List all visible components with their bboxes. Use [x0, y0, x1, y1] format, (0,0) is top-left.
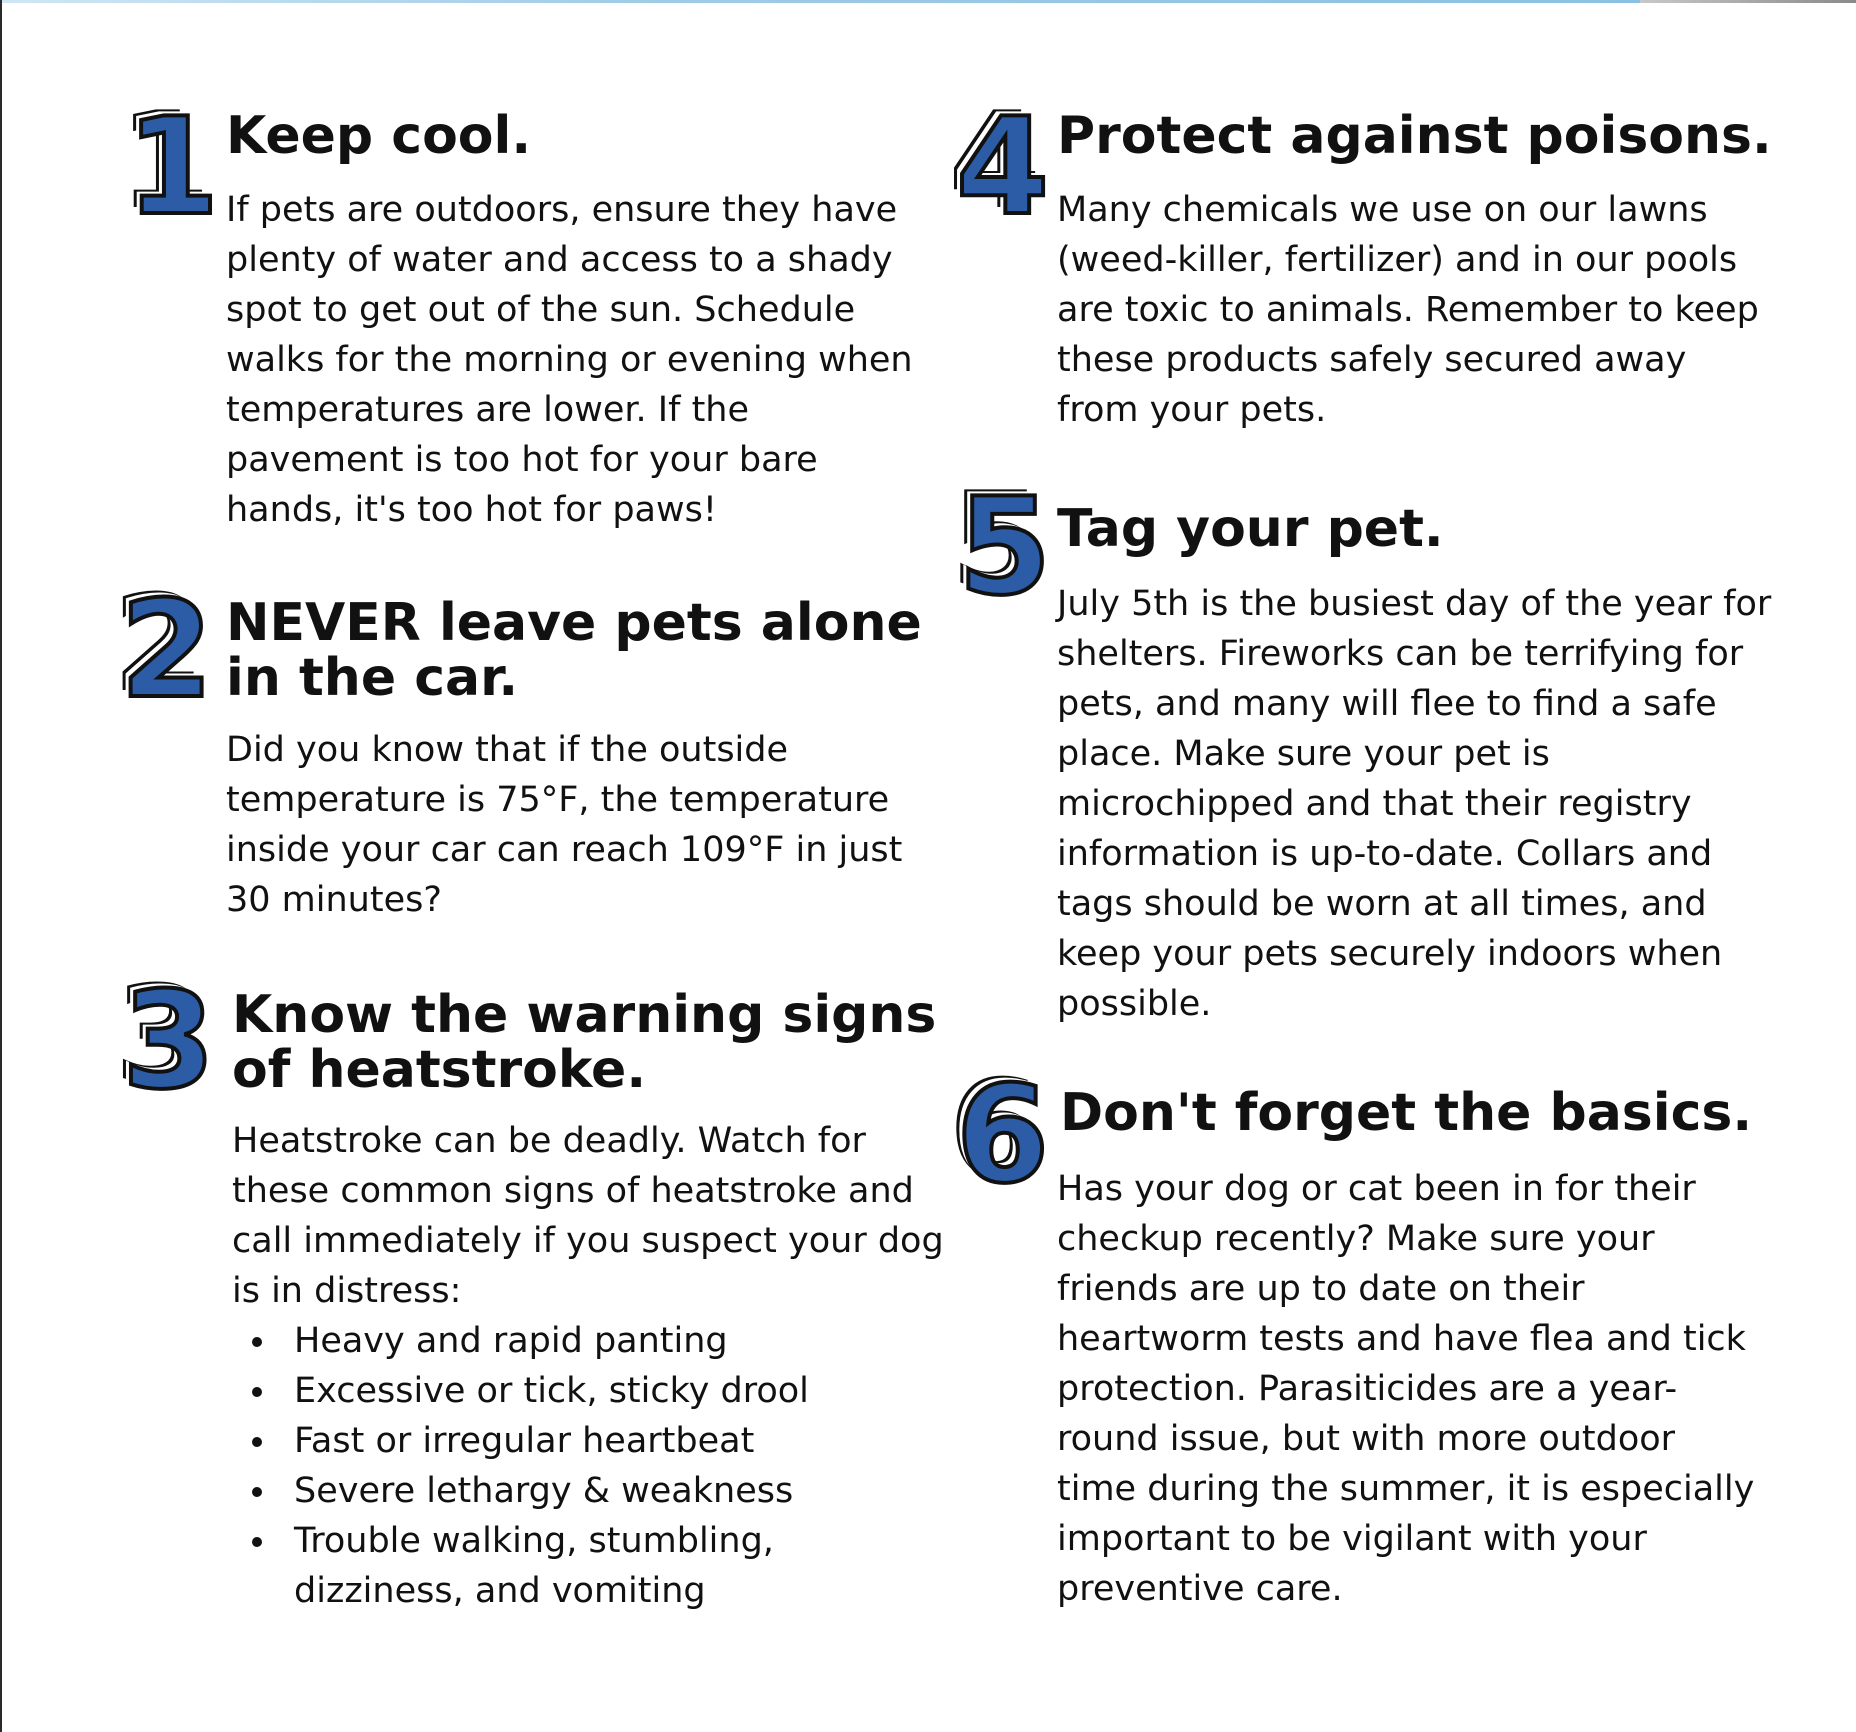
body-line: Heatstroke can be deadly. Watch for: [232, 1121, 866, 1161]
tip-body: [1057, 185, 1759, 435]
tip-title-line: Know the warning signs: [232, 985, 937, 1045]
list-item: [232, 1466, 809, 1516]
top-rule-end: [1640, 0, 1856, 3]
tip-title-line: NEVER leave pets alone: [226, 593, 922, 653]
bullet-dot: [252, 1487, 262, 1497]
tip-title: [226, 106, 532, 166]
body-line: hands, it's too hot for paws!: [226, 490, 717, 530]
tip-title-line: in the car.: [226, 648, 519, 708]
body-line: preventive care.: [1057, 1569, 1343, 1609]
list-item: [232, 1316, 809, 1366]
tip-body: [232, 1116, 944, 1316]
tip-title: [232, 985, 937, 1100]
tip-title-line: of heatstroke.: [232, 1040, 647, 1100]
tip-title: [1060, 1083, 1753, 1143]
body-line: spot to get out of the sun. Schedule: [226, 290, 856, 330]
body-line: possible.: [1057, 984, 1212, 1024]
body-line: from your pets.: [1057, 390, 1327, 430]
tip-title-line: Protect against poisons.: [1057, 106, 1772, 166]
body-line: temperature is 75°F, the temperature: [226, 780, 890, 820]
body-line: these products safely secured away: [1057, 340, 1687, 380]
body-line: July 5th is the busiest day of the year for: [1057, 584, 1772, 624]
tip-number-5: 5: [958, 469, 1052, 625]
body-line: microchipped and that their registry: [1057, 784, 1692, 824]
body-line: shelters. Fireworks can be terrifying for: [1057, 634, 1744, 674]
body-line: round issue, but with more outdoor: [1057, 1419, 1676, 1459]
top-rule: [0, 0, 1640, 3]
body-line: time during the summer, it is especially: [1057, 1469, 1755, 1509]
body-line: Many chemicals we use on our lawns: [1057, 190, 1708, 230]
list-item-text: Fast or irregular heartbeat: [294, 1421, 755, 1461]
tip-title-line: Don't forget the basics.: [1060, 1083, 1753, 1143]
tip-title: [226, 593, 922, 708]
body-line: temperatures are lower. If the: [226, 390, 750, 430]
body-line: call immediately if you suspect your dog: [232, 1221, 944, 1261]
body-line: is in distress:: [232, 1271, 462, 1311]
tip-number-4: 4: [956, 89, 1050, 245]
body-line: important to be vigilant with your: [1057, 1519, 1647, 1559]
tip-body: [1057, 579, 1771, 1029]
list-item-text: Trouble walking, stumbling,: [294, 1521, 774, 1561]
tip-title: [1057, 106, 1772, 166]
tip-body: [226, 185, 913, 535]
page-left-edge: [0, 0, 2, 1732]
list-item: [232, 1516, 809, 1616]
list-item-text: dizziness, and vomiting: [294, 1571, 706, 1611]
bullet-dot: [252, 1437, 262, 1447]
body-line: plenty of water and access to a shady: [226, 240, 893, 280]
body-line: (weed-killer, fertilizer) and in our pools: [1057, 240, 1738, 280]
body-line: these common signs of heatstroke and: [232, 1171, 914, 1211]
tip-number-6: 6: [956, 1057, 1050, 1213]
list-item: [232, 1416, 809, 1466]
body-line: keep your pets securely indoors when: [1057, 934, 1723, 974]
body-line: checkup recently? Make sure your: [1057, 1219, 1655, 1259]
tip-body: [1057, 1164, 1754, 1614]
bullet-dot: [252, 1387, 262, 1397]
heatstroke-signs-list: [232, 1316, 809, 1616]
tip-number-2: 2: [120, 572, 214, 728]
body-line: walks for the morning or evening when: [226, 340, 913, 380]
body-line: tags should be worn at all times, and: [1057, 884, 1707, 924]
body-line: place. Make sure your pet is: [1057, 734, 1550, 774]
list-item-text: Heavy and rapid panting: [294, 1321, 728, 1361]
body-line: protection. Parasiticides are a year-: [1057, 1369, 1678, 1409]
tip-title-line: Tag your pet.: [1057, 499, 1444, 559]
tip-title: [1057, 499, 1444, 559]
body-line: are toxic to animals. Remember to keep: [1057, 290, 1759, 330]
body-line: Did you know that if the outside: [226, 730, 789, 770]
list-item-text: Excessive or tick, sticky drool: [294, 1371, 809, 1411]
bullet-dot: [252, 1537, 262, 1547]
body-line: information is up-to-date. Collars and: [1057, 834, 1713, 874]
body-line: inside your car can reach 109°F in just: [226, 830, 903, 870]
body-line: pets, and many will flee to find a safe: [1057, 684, 1717, 724]
tip-body: [226, 725, 902, 925]
list-item: [232, 1366, 809, 1416]
tip-number-1: 1: [126, 89, 220, 245]
tip-number-3: 3: [122, 963, 216, 1119]
bullet-dot: [252, 1337, 262, 1347]
tip-title-line: Keep cool.: [226, 106, 532, 166]
list-item-text: Severe lethargy & weakness: [294, 1471, 794, 1511]
body-line: If pets are outdoors, ensure they have: [226, 190, 898, 230]
body-line: 30 minutes?: [226, 880, 442, 920]
body-line: pavement is too hot for your bare: [226, 440, 818, 480]
body-line: heartworm tests and have flea and tick: [1057, 1319, 1746, 1359]
body-line: Has your dog or cat been in for their: [1057, 1169, 1696, 1209]
body-line: friends are up to date on their: [1057, 1269, 1585, 1309]
